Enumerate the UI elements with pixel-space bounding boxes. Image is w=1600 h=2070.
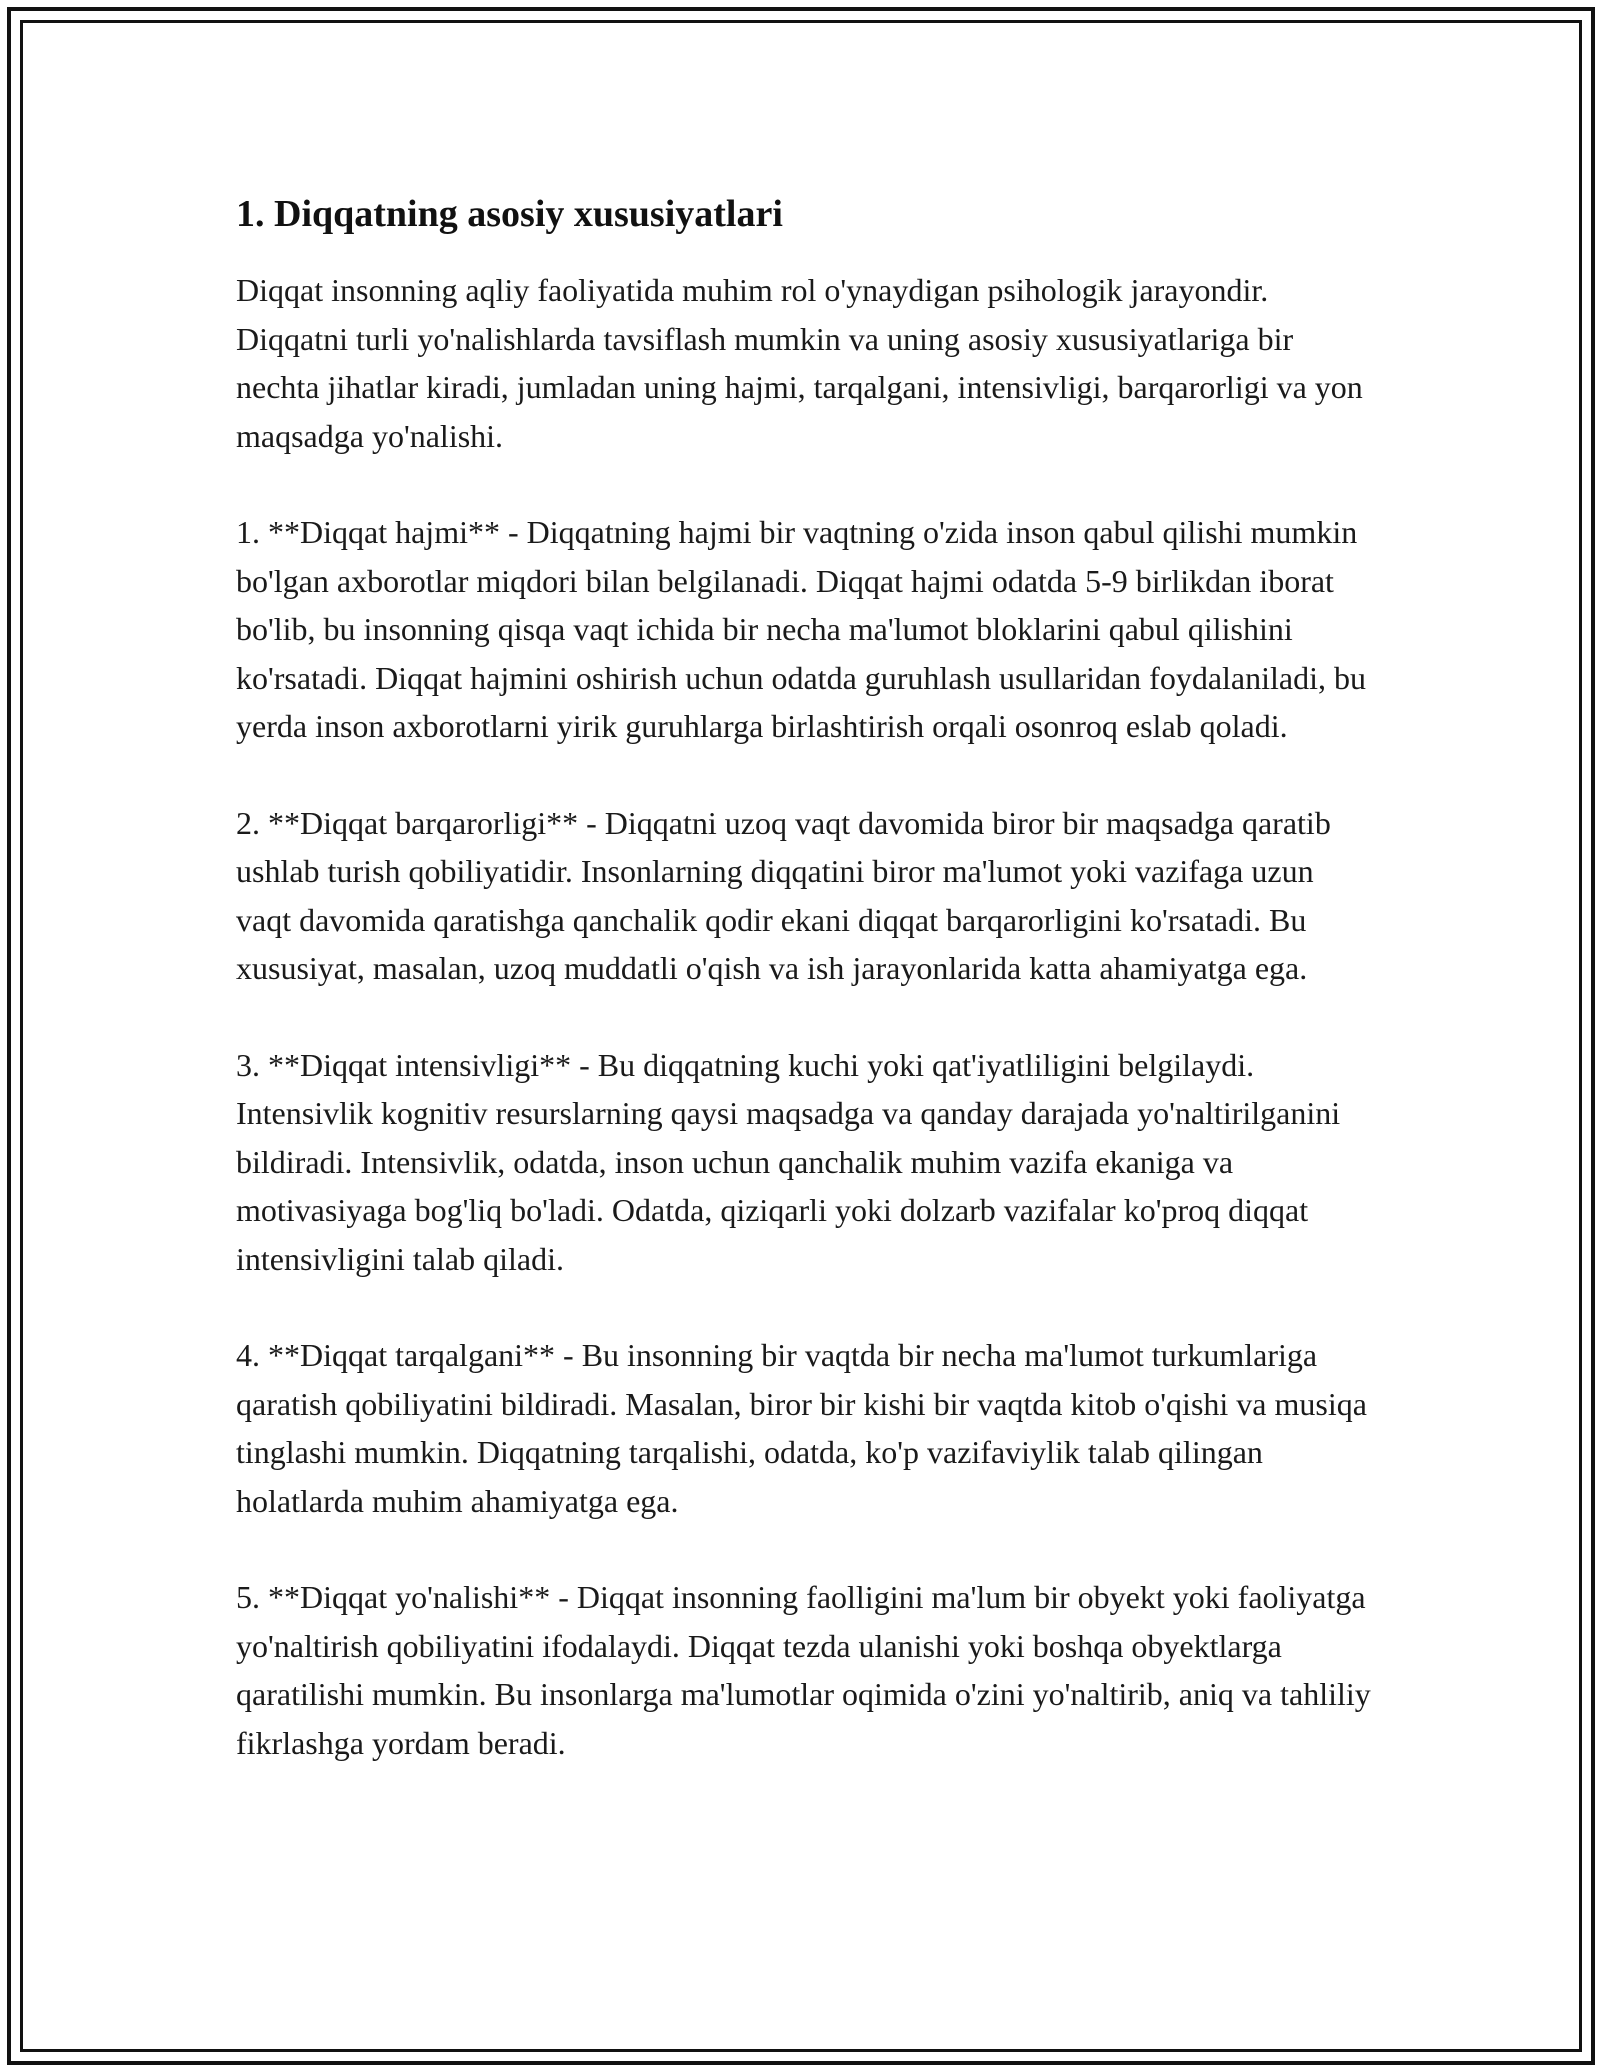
list-item-intensity: 3. **Diqqat intensivligi** - Bu diqqatning kuchi yoki qat'iyatliligini belgilaydi. Intensivlik kognitiv resurslarning qaysi maqsadga va qanday darajada yo'naltirilganini bildiradi. Intensivlik, odatda, inson uchun qanchalik muhim vazifa ekaniga va motivasiyaga bog'liq bo'ladi. Odatda, qiziqarli yoki dolzarb vazifalar ko'proq diqqat intensivligini talab qiladi. <box>236 1046 1341 1277</box>
list-item-volume: 1. **Diqqat hajmi** - Diqqatning hajmi bir vaqtning o'zida inson qabul qilishi mumkin bo'lgan axborotlar miqdori bilan belgilanadi. Diqqat hajmi odatda 5-9 birlikdan iborat bo'lib, bu insonning qisqa vaqt ichida bir necha ma'lumot bloklarini qabul qilishini ko'rsatadi. Diqqat hajmini oshirish uchun odatda guruhlash usullaridan foydalaniladi, bu yerda inson axborotlarni yirik guruhlarga birlashtirish orqali osonroq eslab qoladi. <box>236 514 1366 744</box>
list-item-direction: 5. **Diqqat yo'nalishi** - Diqqat insonning faolligini ma'lum bir obyekt yoki faoliyatga yo'naltirish qobiliyatini ifodalaydi. Diqqat tezda ulanishi yoki boshqa obyektlarga qaratilishi mumkin. Bu insonlarga ma'lumotlar oqimida o'zini yo'naltirib, aniq va tahliliy fikrlashga yordam beradi. <box>236 1579 1371 1761</box>
intro-paragraph: Diqqat insonning aqliy faoliyatida muhim rol o'ynaydigan psihologik jarayondir. Diqqatni turli yo'nalishlarda tavsiflash mumkin va uning asosiy xususiyatlariga bir nechta jihatlar kiradi, jumladan uning hajmi, tarqalgani, intensivligi, barqarorligi va yon maqsadga yo'nalishi. <box>236 272 1363 454</box>
list-item-distribution: 4. **Diqqat tarqalgani** - Bu insonning bir vaqtda bir necha ma'lumot turkumlariga qaratish qobiliyatini bildiradi. Masalan, biror bir kishi bir vaqtda kitob o'qishi va musiqa tinglashi mumkin. Diqqatning tarqalishi, odatda, ko'p vazifaviylik talab qilingan holatlarda muhim ahamiyatga ega. <box>236 1337 1367 1519</box>
section-heading: 1. Diqqatning asosiy xususiyatlari <box>236 193 783 235</box>
document-body <box>236 186 1376 1767</box>
list-item-stability: 2. **Diqqat barqarorligi** - Diqqatni uzoq vaqt davomida biror bir maqsadga qaratib ushlab turish qobiliyatidir. Insonlarning diqqatini biror ma'lumot yoki vazifaga uzun vaqt davomida qaratishga qanchalik qodir ekani diqqat barqarorligini ko'rsatadi. Bu xususiyat, masalan, uzoq muddatli o'qish va ish jarayonlarida katta ahamiyatga ega. <box>236 804 1331 986</box>
